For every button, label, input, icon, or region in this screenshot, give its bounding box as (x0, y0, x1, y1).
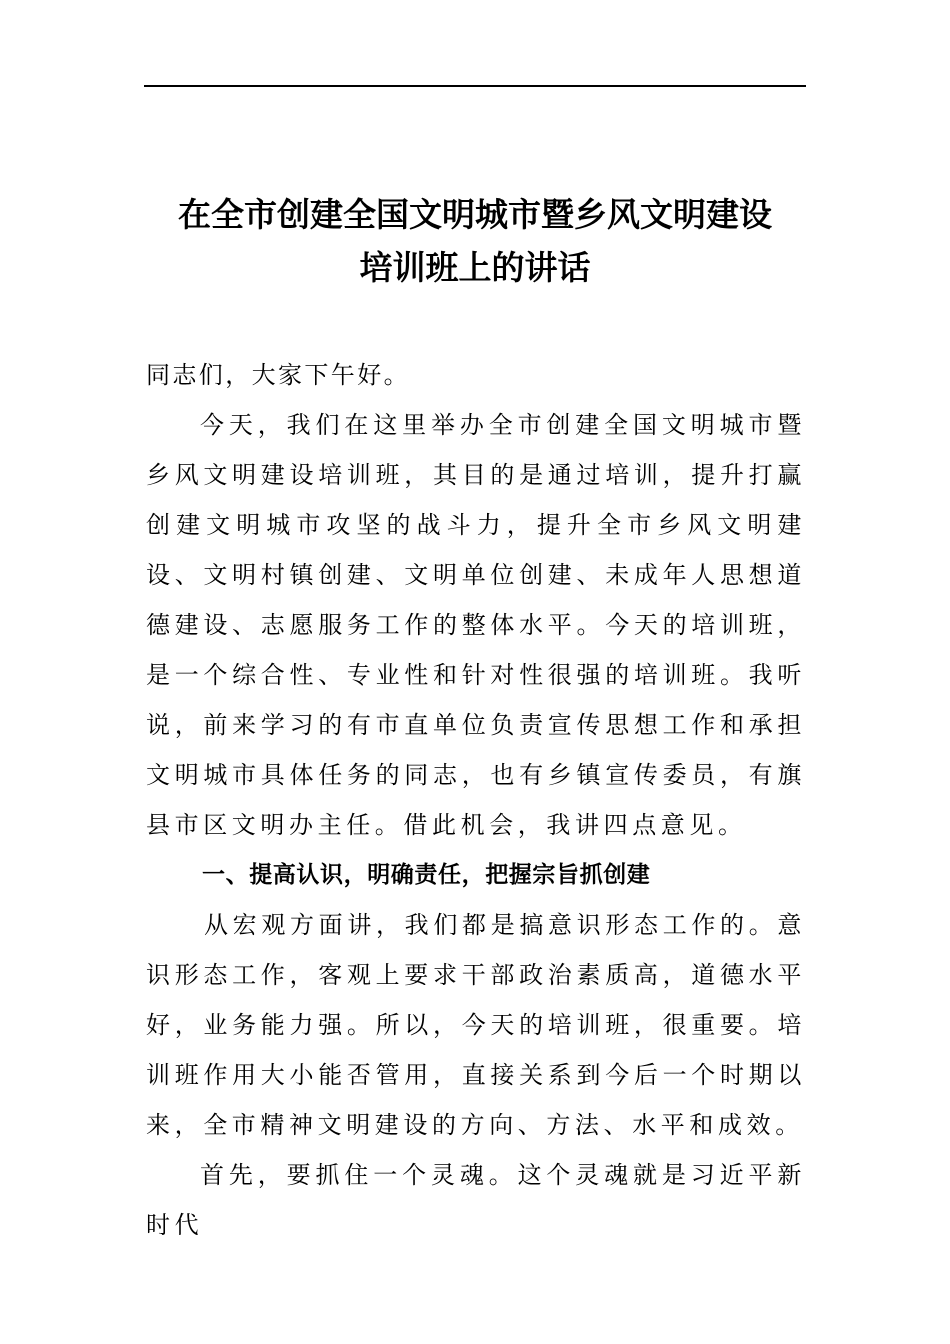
paragraph-3: 首先，要抓住一个灵魂。这个灵魂就是习近平新时代 (146, 1161, 806, 1239)
header-rule (144, 85, 806, 87)
section-heading-1: 一、提高认识，明确责任，把握宗旨抓创建 (202, 862, 651, 888)
greeting: 同志们，大家下午好。 (146, 361, 410, 389)
paragraph-2: 从宏观方面讲，我们都是搞意识形态工作的。意识形态工作，客观上要求干部政治素质高，道德水平好，业务能力强。所以，今天的培训班，很重要。培训班作用大小能否管用，直接关系到今后一个时期以来，全市精神文明建设的方向、方法、水平和成效。 (146, 911, 806, 1139)
document-body (146, 350, 806, 1250)
paragraph-1: 今天，我们在这里举办全市创建全国文明城市暨乡风文明建设培训班，其目的是通过培训，提升打赢创建文明城市攻坚的战斗力，提升全市乡风文明建设、文明村镇创建、文明单位创建、未成年人思想道德建设、志愿服务工作的整体水平。今天的培训班，是一个综合性、专业性和针对性很强的培训班。我听说，前来学习的有市直单位负责宣传思想工作和承担文明城市具体任务的同志，也有乡镇宣传委员，有旗县市区文明办主任。借此机会，我讲四点意见。 (146, 411, 806, 839)
title-line-1: 在全市创建全国文明城市暨乡风文明建设 (178, 195, 772, 234)
title-line-2: 培训班上的讲话 (359, 248, 591, 287)
document-title (140, 188, 810, 294)
